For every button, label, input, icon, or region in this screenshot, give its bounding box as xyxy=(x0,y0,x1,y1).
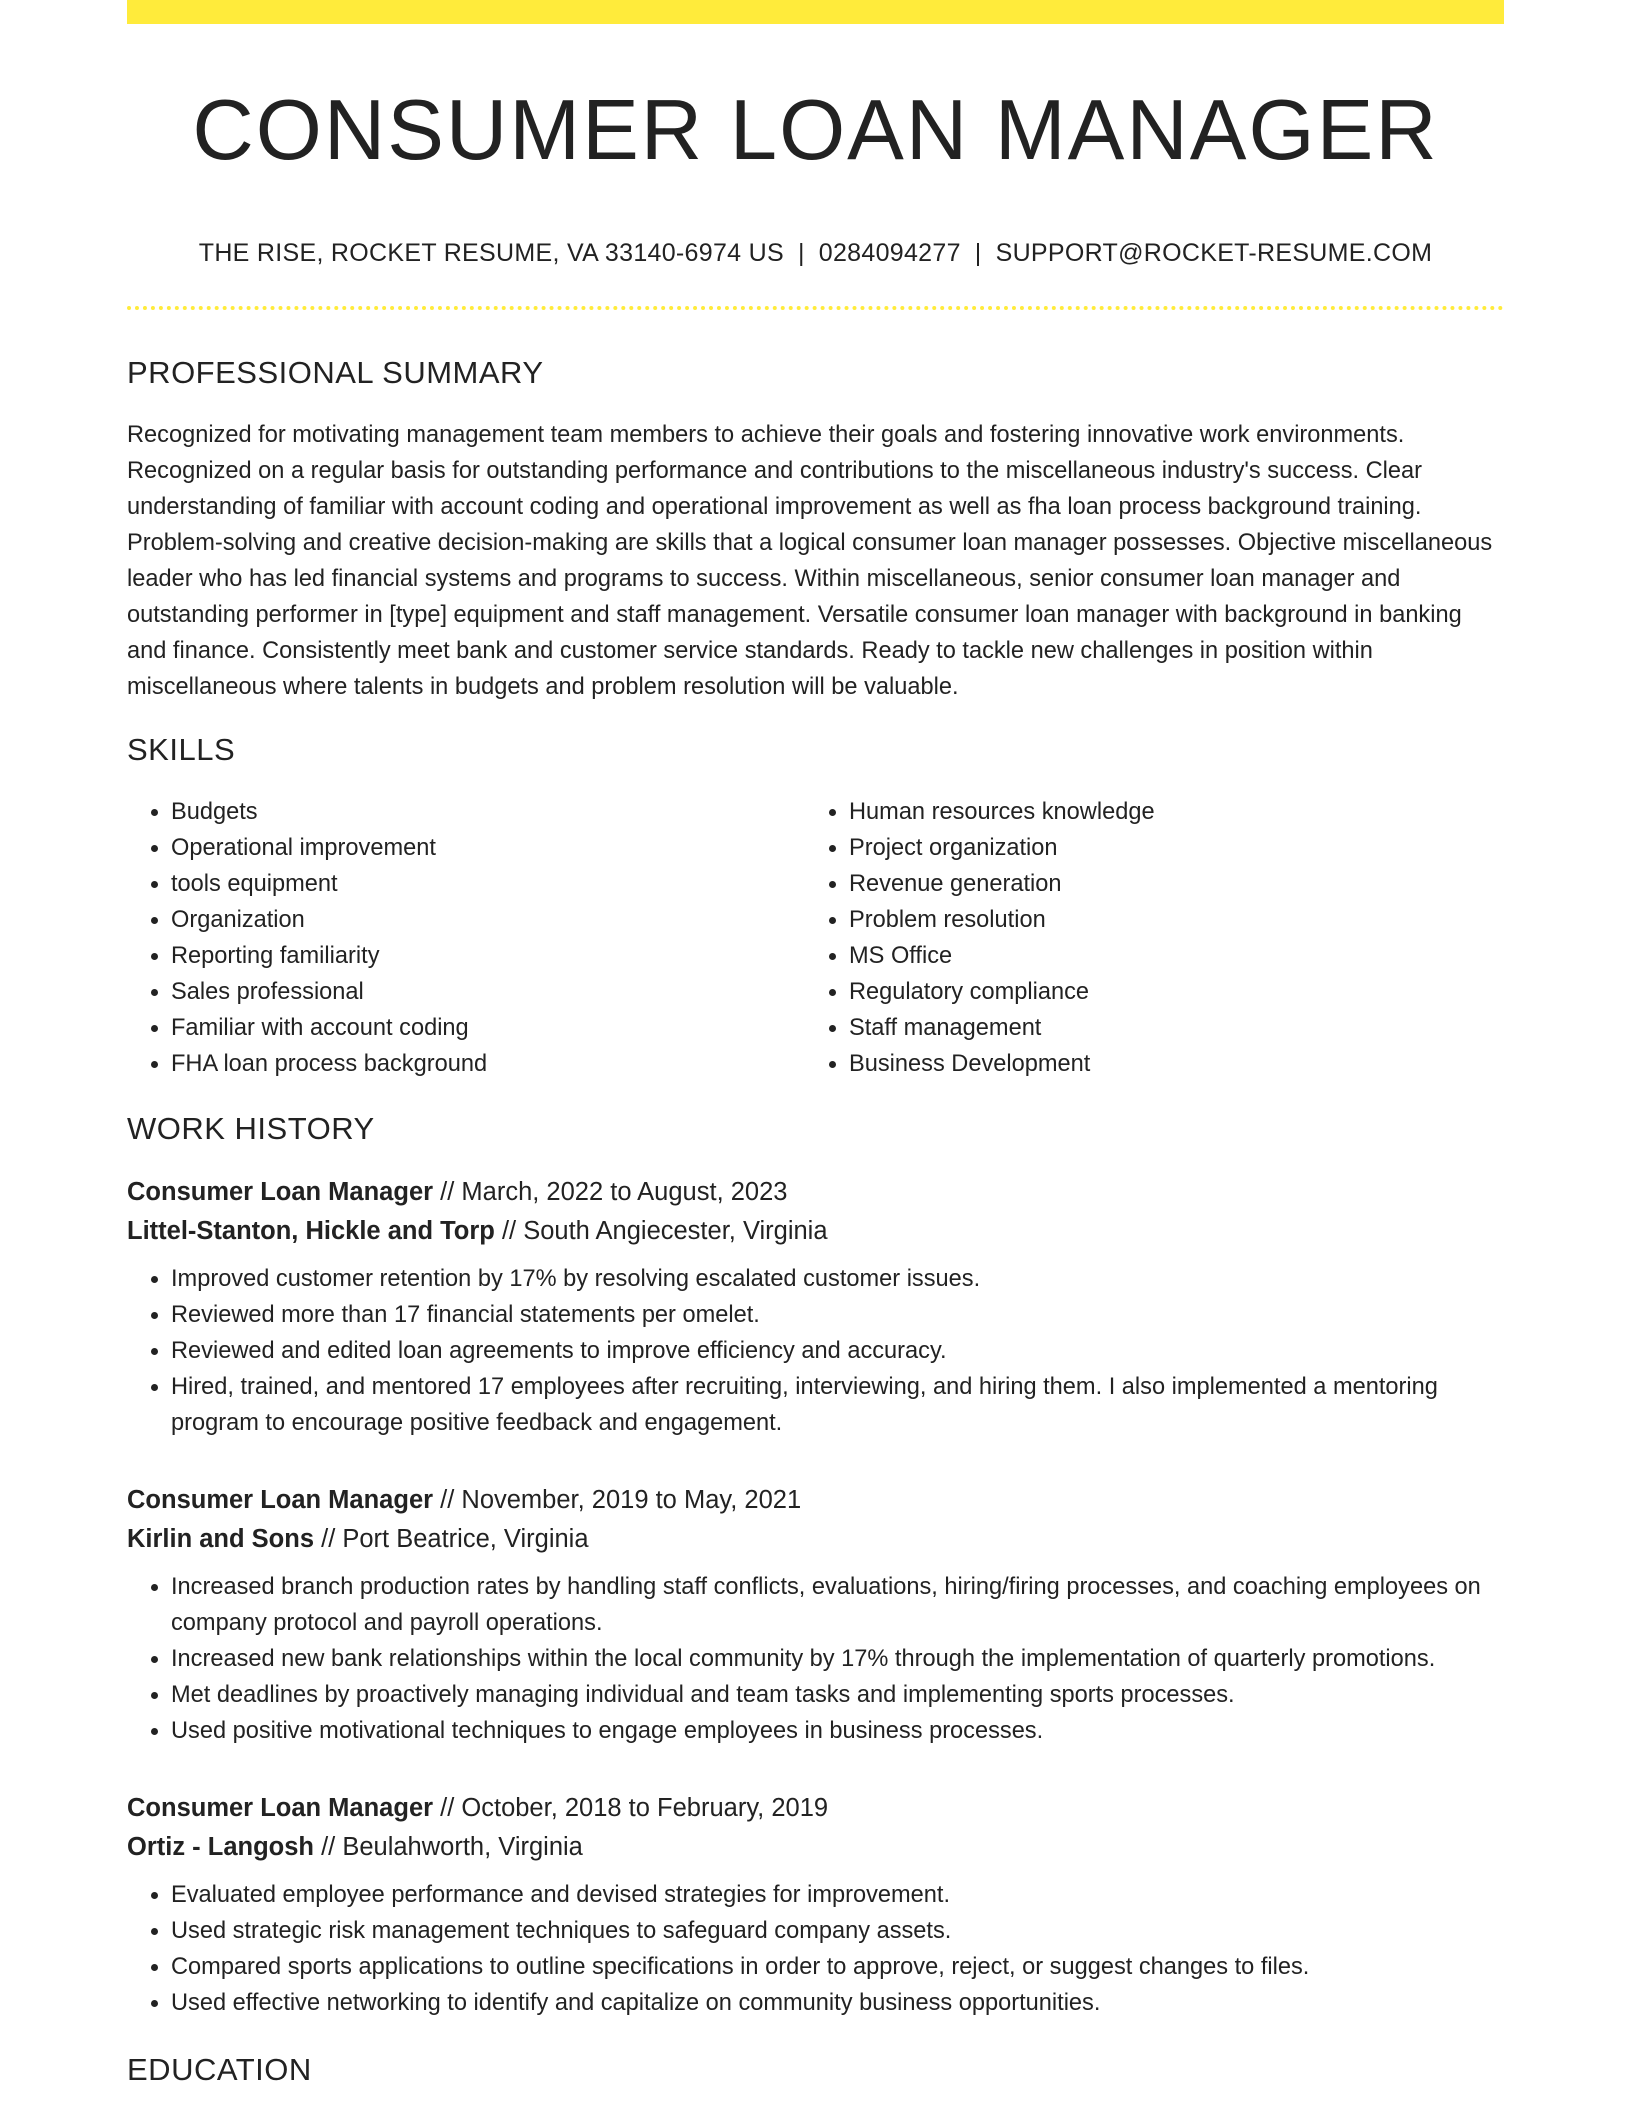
accent-top-bar xyxy=(127,0,1504,24)
job-company: Littel-Stanton, Hickle and Torp xyxy=(127,1217,495,1246)
job-title-line xyxy=(127,1481,1504,1520)
job-company: Kirlin and Sons xyxy=(127,1525,315,1554)
job-bullet: • Increased new bank relationships within the local community by 17% through the implementation of quarterly promotions. xyxy=(171,1641,1481,1677)
dotted-divider xyxy=(127,306,1504,310)
job-role: Consumer Loan Manager xyxy=(127,1794,434,1823)
contact-line xyxy=(127,238,1504,268)
job-bullet: • Evaluated employee performance and devised strategies for improvement. xyxy=(171,1877,1481,1913)
section-title-work-history: WORK HISTORY xyxy=(127,1111,375,1147)
job-dates: // November, 2019 to May, 2021 xyxy=(433,1486,802,1515)
skill-item: • Operational improvement xyxy=(171,830,805,866)
job-bullet: • Reviewed more than 17 financial statements per omelet. xyxy=(171,1297,1481,1333)
skill-item: • Sales professional xyxy=(171,974,805,1010)
job-entry xyxy=(127,1173,1504,1441)
resume-page xyxy=(127,0,1504,2089)
skill-item: • Human resources knowledge xyxy=(849,794,1483,830)
job-bullet: • Used effective networking to identify and capitalize on community business opportunities. xyxy=(171,1985,1481,2021)
job-title-line xyxy=(127,1789,1504,1828)
job-dates: // March, 2022 to August, 2023 xyxy=(433,1178,788,1207)
job-company-line xyxy=(127,1828,1504,1867)
job-title-line xyxy=(127,1173,1504,1212)
job-location: // Port Beatrice, Virginia xyxy=(314,1525,589,1554)
skill-item: • MS Office xyxy=(849,938,1483,974)
job-role: Consumer Loan Manager xyxy=(127,1178,434,1207)
section-title-education: EDUCATION xyxy=(127,2052,312,2088)
job-location: // South Angiecester, Virginia xyxy=(494,1217,828,1246)
skill-item: • tools equipment xyxy=(171,866,805,902)
job-bullet: • Used strategic risk management techniques to safeguard company assets. xyxy=(171,1913,1481,1949)
job-role: Consumer Loan Manager xyxy=(127,1486,434,1515)
job-company-line xyxy=(127,1520,1504,1559)
skill-item: • Problem resolution xyxy=(849,902,1483,938)
job-bullet: • Increased branch production rates by handling staff conflicts, evaluations, hiring/firing processes, and coaching employees on company protocol and payroll operations. xyxy=(171,1569,1481,1641)
job-bullet: • Improved customer retention by 17% by resolving escalated customer issues. xyxy=(171,1261,1481,1297)
section-title-skills: SKILLS xyxy=(127,731,236,767)
skill-item: • Revenue generation xyxy=(849,866,1483,902)
job-bullets xyxy=(127,1569,1481,1749)
skills-list xyxy=(127,794,1504,1082)
skill-item: • Reporting familiarity xyxy=(171,938,805,974)
job-bullets xyxy=(127,1877,1481,2021)
contact-address: THE RISE, ROCKET RESUME, VA 33140-6974 US xyxy=(198,238,784,267)
job-bullet: • Used positive motivational techniques to engage employees in business processes. xyxy=(171,1713,1481,1749)
skill-item: • Organization xyxy=(171,902,805,938)
skill-item: • Familiar with account coding xyxy=(171,1010,805,1046)
skills-column-left xyxy=(127,794,805,1082)
work-history-list xyxy=(127,1173,1504,2021)
skill-item: • Business Development xyxy=(849,1046,1483,1082)
summary-text: Recognized for motivating management team members to achieve their goals and fostering innovative work environments. Recognized on a regular basis for outstanding performance and contributions to the miscellaneous industry's success. Clear understanding of familiar with account coding and operational improvement as well as fha loan process background training. Problem-solving and creative decision-making are skills that a logical consumer loan manager possesses. Objective miscellaneous leader who has led financial systems and programs to success. Within miscellaneous, senior consumer loan manager and outstanding performer in [type] equipment and staff management. Versatile consumer loan manager with background in banking and finance. Consistently meet bank and customer service standards. Ready to tackle new challenges in position within miscellaneous where talents in budgets and problem resolution will be valuable. xyxy=(127,421,1493,700)
job-bullet: • Reviewed and edited loan agreements to improve efficiency and accuracy. xyxy=(171,1333,1481,1369)
contact-separator: | xyxy=(797,238,805,267)
job-location: // Beulahworth, Virginia xyxy=(314,1833,583,1862)
resume-title: CONSUMER LOAN MANAGER xyxy=(192,83,1439,178)
skill-item: • Project organization xyxy=(849,830,1483,866)
contact-phone: 0284094277 xyxy=(818,238,961,267)
contact-separator: | xyxy=(974,238,982,267)
job-bullet: • Compared sports applications to outline specifications in order to approve, reject, or suggest changes to files. xyxy=(171,1949,1481,1985)
job-bullet: • Hired, trained, and mentored 17 employees after recruiting, interviewing, and hiring them. I also implemented a mentoring program to encourage positive feedback and engagement. xyxy=(171,1369,1481,1441)
job-bullet: • Met deadlines by proactively managing individual and team tasks and implementing sports processes. xyxy=(171,1677,1481,1713)
job-bullets xyxy=(127,1261,1481,1441)
skill-item: • Regulatory compliance xyxy=(849,974,1483,1010)
skills-column-right xyxy=(805,794,1483,1082)
job-entry xyxy=(127,1481,1504,1749)
job-company-line xyxy=(127,1212,1504,1251)
job-dates: // October, 2018 to February, 2019 xyxy=(433,1794,829,1823)
job-company: Ortiz - Langosh xyxy=(127,1833,314,1862)
contact-email: SUPPORT@ROCKET-RESUME.COM xyxy=(995,238,1433,267)
skill-item: • FHA loan process background xyxy=(171,1046,805,1082)
skill-item: • Budgets xyxy=(171,794,805,830)
skill-item: • Staff management xyxy=(849,1010,1483,1046)
section-title-summary: PROFESSIONAL SUMMARY xyxy=(127,354,544,390)
job-entry xyxy=(127,1789,1504,2021)
